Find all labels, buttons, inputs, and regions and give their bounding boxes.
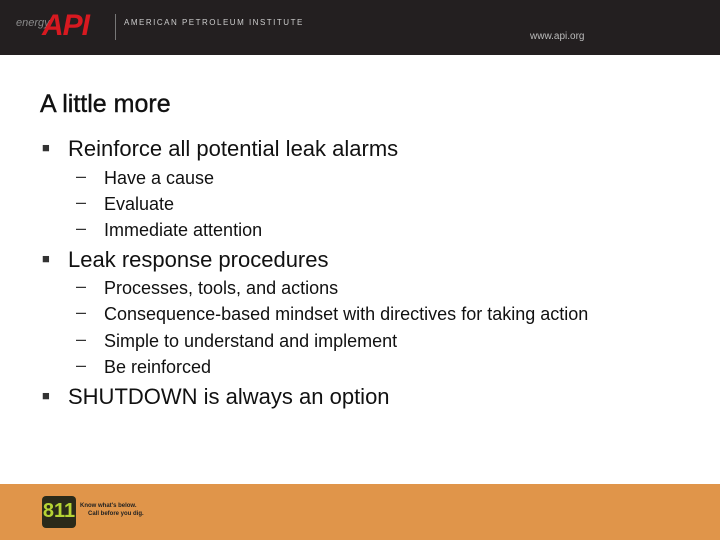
dash-icon: – [76, 329, 87, 349]
dash-icon: – [76, 218, 87, 238]
footer-tagline: Know what's below. [80, 503, 137, 509]
bullet-1: Reinforce all potential leak alarms [68, 136, 399, 161]
footer-tagline: Call before you dig. [88, 511, 144, 517]
sub-bullet: Simple to understand and implement [104, 331, 398, 351]
sub-bullet: Have a cause [104, 168, 215, 188]
sub-bullet: Consequence-based mindset with directives for taking action [104, 304, 589, 324]
api-logo: API [42, 9, 90, 42]
811-logo: 811 [42, 496, 76, 528]
organization-name: AMERICAN PETROLEUM INSTITUTE [124, 18, 304, 27]
slide-title: A little more [40, 90, 171, 118]
bullet-2: Leak response procedures [68, 247, 329, 272]
bullet-icon: ■ [42, 140, 50, 155]
header-divider [115, 14, 116, 40]
bullet-icon: ■ [42, 388, 50, 403]
website-url: www.api.org [530, 31, 585, 42]
dash-icon: – [76, 276, 87, 296]
dash-icon: – [76, 166, 87, 186]
header-bar [0, 0, 720, 55]
dash-icon: – [76, 302, 87, 322]
bullet-3: SHUTDOWN is always an option [68, 384, 390, 409]
sub-bullet: Be reinforced [104, 357, 212, 377]
dash-icon: – [76, 192, 87, 212]
bullet-icon: ■ [42, 251, 50, 266]
sub-bullet: Processes, tools, and actions [104, 278, 339, 298]
dash-icon: – [76, 355, 87, 375]
energy-wordmark: energy [16, 17, 50, 29]
sub-bullet: Evaluate [104, 194, 175, 214]
sub-bullet: Immediate attention [104, 220, 263, 240]
